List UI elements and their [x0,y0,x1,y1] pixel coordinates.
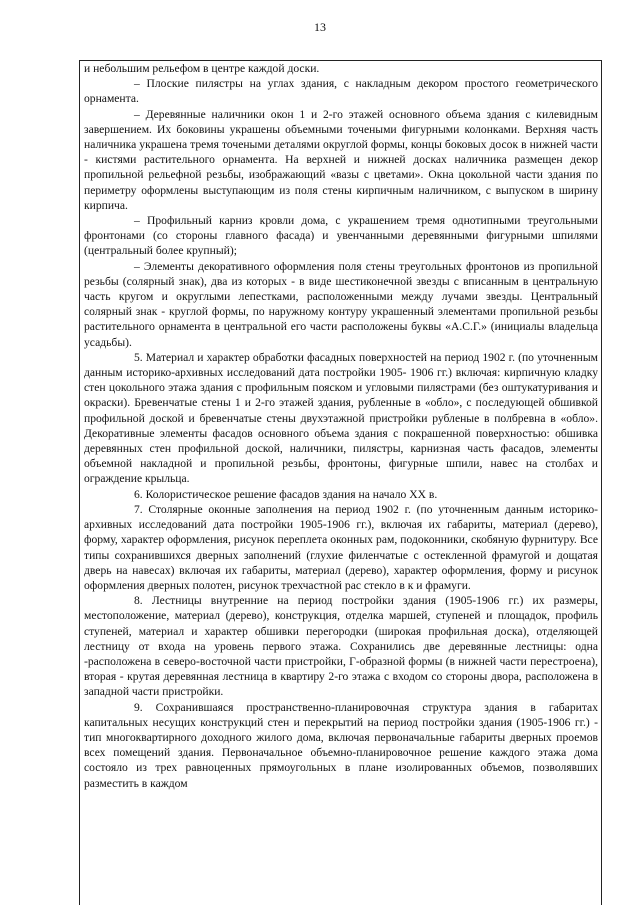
paragraph: и небольшим рельефом в центре каждой доски. [84,62,320,75]
paragraph: 5. Материал и характер обработки фасадных поверхностей на период 1902 г. (по уточненным данным историко-архивных исследований дата постройки 1905- 1906 гг.) включая: кирпичную кладку стен цокольного этажа здания с профильным пояском и угловыми пилястрами (без оштукатуривания и окраски). Бревенчатые стены 1 и 2-го этажей здания, рубленные в «обло», с последующей обшивкой профильной доской и бревенчатые стены двухэтажной пристройки рубленые в полбревна в «обло». Декоративные элементы фасадов основного объема здания с покрашенной поверхностью: обшивка деревянных стен профильной доской, наличники, пилястры, карнизная часть фасадов, элементы объемной накладной и пропильной резьбы, фронтоны, фигурные шпили, навес на столбах и ограждение крыльца. [84,350,598,486]
paragraph: 6. Колористическое решение фасадов здания на начало XX в. [134,487,438,501]
page-number: 13 [314,20,326,34]
paragraph: 9. Сохранившаяся пространственно-планировочная структура здания в габаритах капитальных несущих конструкций стен и перекрытий на период постройки здания (1905-1906 гг.) - тип многоквартирного доходного жилого дома, включая первоначальные габариты дверных проемов всех помещений здания. Первоначальное объемно-планировочное решение каждого этажа дома состояло из трех равноценных прямоугольных в плане изолированных объемов, позволявших разместить в каждом [84,700,598,790]
paragraph: – Деревянные наличники окон 1 и 2-го этажей основного объема здания с килевидным завершением. Их боковины украшены объемными точеными фигурными колонками. Верхняя часть наличника украшена тремя точеными деталями округлой формы, концы боковых досок в нижней части - кистями растительного орнамента. На верхней и нижней досках наличника размещен декор пропильной рельефной резьбы, изображающий «вазы с цветами». Окна цокольной части здания по периметру оформлены выступающим из поля стены кирпичным наличником, с выпуском в ширину кирпича. [84,107,598,212]
paragraph: – Профильный карниз кровли дома, с украшением тремя однотипными треугольными фронтонами (со стороны главного фасада) и увенчанными деревянными фигурными шпилями (центральный более крупный); [84,214,598,258]
paragraph: 7. Столярные оконные заполнения на период 1902 г. (по уточненным данным историко-архивных исследований дата постройки 1905-1906 гг.), включая их габариты, материал (дерево), форму, характер оформления, рисунок переплета оконных рам, подоконники, скобяную фурнитуру. Все типы сохранившихся дверных заполнений (глухие филенчатые с остекленной фрамугой и дощатая дверь на навесах) включая их габариты, материал (дерево), характер оформления, форму и рисунок оформления дверных полотен, рисунок трехчастной рас стекло в к и фрамуги. [84,502,598,592]
paragraph: – Элементы декоративного оформления поля стены треугольных фронтонов из пропильной резьбы (солярный знак), два из которых - в виде шестиконечной звезды с вписанным в центральную часть кругом и округлыми лепестками, расположенными между лучами звезды. Центральный солярный знак - круглой формы, по наружному контуру украшенный элементами пропильной резьбы растительного орнамента в центральной его части расположены буквы «А.С.Г.» (инициалы владельца усадьбы). [84,259,598,349]
paragraph: 8. Лестницы внутренние на период постройки здания (1905-1906 гг.) их размеры, местоположение, материал (дерево), конструкция, отделка маршей, ступеней и площадок, профиль ступеней, материал и характер обшивки перегородки (широкая профильная доска), отделяющей лестницу от входа на уровень первого этажа. Сохранились две деревянные лестницы: одна -расположена в северо-восточной части пристройки, Г-образной формы (в нижней части перестроена), вторая - крутая деревянная лестница в квартиру 2-го этажа с входом со стороны двора, расположена в западной части пристройки. [84,594,598,699]
document-body [84,61,598,791]
paragraph: – Плоские пилястры на углах здания, с накладным декором простого геометрического орнамента. [84,77,598,106]
